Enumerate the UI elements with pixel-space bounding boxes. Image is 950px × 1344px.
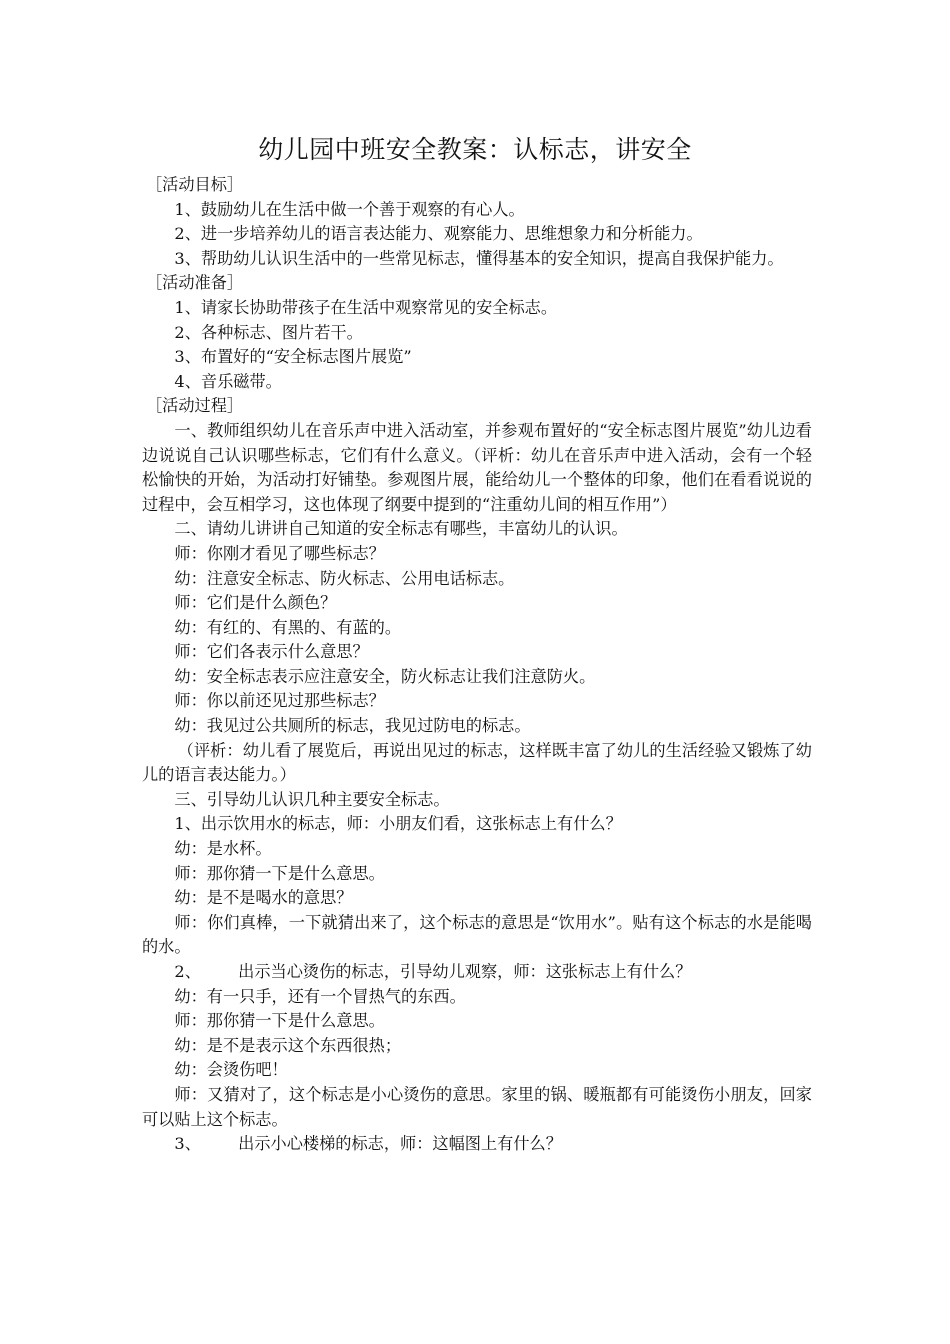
body-paragraph: 3、帮助幼儿认识生活中的一些常见标志，懂得基本的安全知识，提高自我保护能力。 [174,248,784,268]
body-paragraph: 1、请家长协助带孩子在生活中观察常见的安全标志。 [174,297,558,317]
body-paragraph: 幼：是水杯。 [174,839,272,859]
body-paragraph: 幼：是不是表示这个东西很热； [174,1035,402,1055]
body-paragraph: 幼：注意安全标志、防火标志、公用电话标志。 [174,568,515,588]
body-paragraph: 一、教师组织幼儿在音乐声中进入活动室，并参观布置好的“安全标志图片展览”幼儿边看边说说自己认识哪些标志，它们有什么意义。（评析：幼儿在音乐声中进入活动，会有一个轻松愉快的开始，为活动打好铺垫。参观图片展，能给幼儿一个整体的印象，他们在看看说说的过程中，会互相学习，这也体现了纲要中提到的“注重幼儿间的相互作用”） [142,420,812,514]
paragraph-number: 2、 [174,962,201,981]
body-paragraph: 三、引导幼儿认识几种主要安全标志。 [174,789,450,809]
body-paragraph: 2、各种标志、图片若干。 [174,322,363,342]
body-paragraph: 4、音乐磁带。 [174,371,282,391]
body-paragraph: 幼：有一只手，还有一个冒热气的东西。 [174,986,466,1006]
document-body [142,173,812,1157]
body-paragraph: 幼：安全标志表示应注意安全，防火标志让我们注意防火。 [174,666,596,686]
numbered-paragraph [142,1132,812,1157]
section-heading: ［活动过程］ [146,396,244,416]
body-paragraph: 师：它们各表示什么意思？ [174,642,369,662]
section-heading: ［活动目标］ [146,175,244,194]
body-paragraph: 3、布置好的“安全标志图片展览” [174,347,412,367]
body-paragraph: 1、鼓励幼儿在生活中做一个善于观察的有心人。 [174,199,525,219]
body-paragraph: 幼：是不是喝水的意思？ [174,888,353,908]
body-paragraph: 师：又猜对了，这个标志是小心烫伤的意思。家里的锅、暖瓶都有可能烫伤小朋友，回家可以贴上这个标志。 [142,1084,812,1129]
body-paragraph: 二、请幼儿讲讲自己知道的安全标志有哪些，丰富幼儿的认识。 [174,519,628,539]
paragraph-text: 出示小心楼梯的标志，师：这幅图上有什么？ [238,1134,562,1154]
document-title: 幼儿园中班安全教案：认标志，讲安全 [258,135,692,164]
body-paragraph: 师：你刚才看见了哪些标志？ [174,543,385,563]
body-paragraph: 师：那你猜一下是什么意思。 [174,863,385,883]
paragraph-number: 3、 [174,1134,201,1154]
paragraph-text: 出示当心烫伤的标志，引导幼儿观察，师：这张标志上有什么？ [238,962,692,981]
body-paragraph: 幼：会烫伤吧！ [174,1060,288,1080]
body-paragraph: 师：它们是什么颜色？ [174,593,337,613]
numbered-paragraph [142,960,812,985]
body-paragraph: 1、出示饮用水的标志，师：小朋友们看，这张标志上有什么？ [174,814,622,834]
body-paragraph: 2、进一步培养幼儿的语言表达能力、观察能力、思维想象力和分析能力。 [174,224,703,244]
body-paragraph: （评析：幼儿看了展览后，再说出见过的标志，这样既丰富了幼儿的生活经验又锻炼了幼儿的语言表达能力。） [142,740,812,785]
body-paragraph: 幼：我见过公共厕所的标志，我见过防电的标志。 [174,716,531,736]
body-paragraph: 幼：有红的、有黑的、有蓝的。 [174,617,402,637]
body-paragraph: 师：你以前还见过那些标志？ [174,691,385,711]
body-paragraph: 师：那你猜一下是什么意思。 [174,1011,385,1031]
section-heading: ［活动准备］ [146,273,244,293]
body-paragraph: 师：你们真棒，一下就猜出来了，这个标志的意思是“饮用水”。贴有这个标志的水是能喝的水。 [142,912,812,957]
